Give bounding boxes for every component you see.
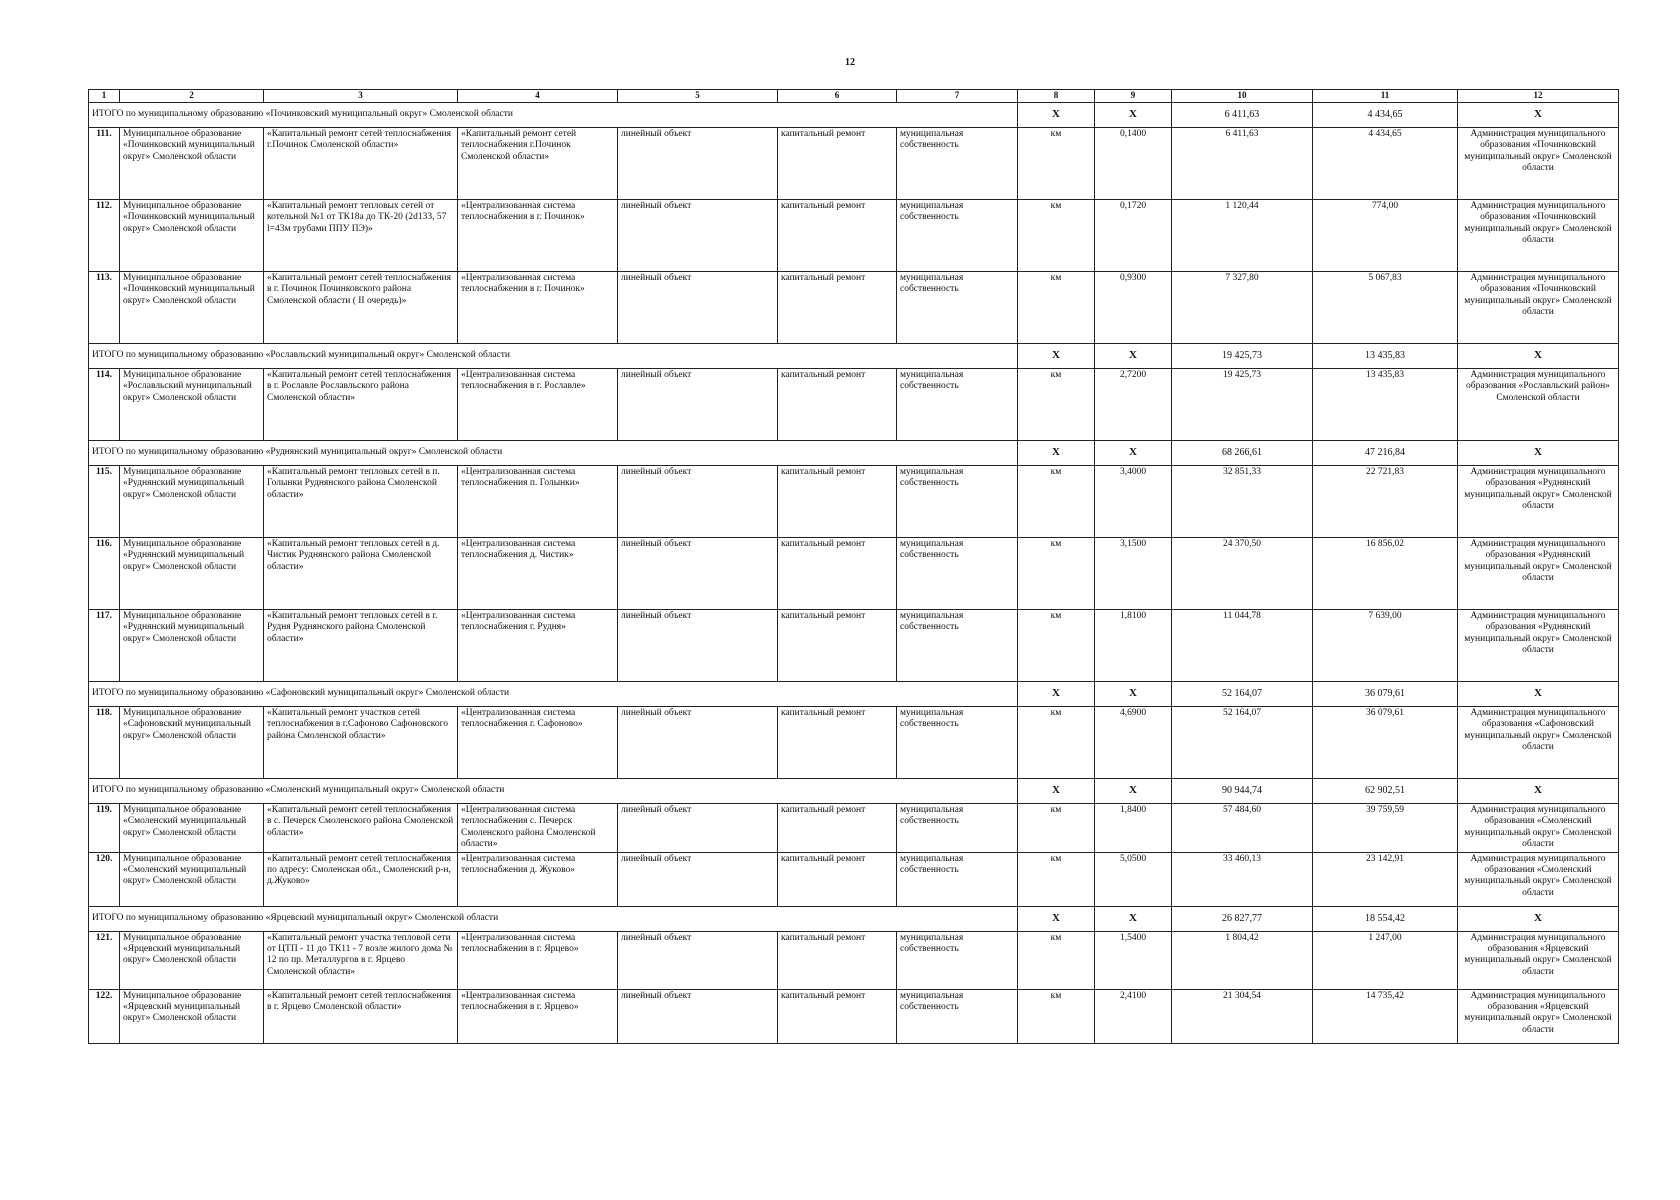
- cost-cell: 57 484,60: [1172, 804, 1313, 853]
- owner-cell: Муниципальное образование «Рославльский муниципальный округ» Смоленской области: [120, 369, 264, 441]
- total-label: ИТОГО по муниципальному образованию «Починковский муниципальный округ» Смоленской области: [89, 103, 1018, 128]
- work-name-cell: «Капитальный ремонт тепловых сетей в г. Рудня Руднянского района Смоленской области»: [264, 610, 458, 682]
- column-number: 10: [1172, 90, 1313, 103]
- table-row: [89, 128, 1619, 200]
- row-number: 119.: [89, 804, 120, 853]
- object-type-cell: линейный объект: [618, 707, 778, 779]
- work-name-cell: «Капитальный ремонт сетей теплоснабжения в г. Рославле Рославльского района Смоленской области»: [264, 369, 458, 441]
- repair-type-cell: капитальный ремонт: [778, 128, 897, 200]
- total-col11: 13 435,83: [1313, 344, 1458, 369]
- repair-type-cell: капитальный ремонт: [778, 931, 897, 989]
- funds-cell: 7 639,00: [1313, 610, 1458, 682]
- work-name-cell: «Капитальный ремонт участков сетей теплоснабжения в г.Сафоново Сафоновского района Смоленской области»: [264, 707, 458, 779]
- column-number: 1: [89, 90, 120, 103]
- work-name-cell: «Капитальный ремонт сетей теплоснабжения в г. Починок Починковского района Смоленской области ( II очередь)»: [264, 272, 458, 344]
- table-row: [89, 989, 1619, 1043]
- row-number: 116.: [89, 538, 120, 610]
- customer-cell: Администрация муниципального образования «Сафоновский муниципальный округ» Смоленской области: [1458, 707, 1619, 779]
- cost-cell: 1 804,42: [1172, 931, 1313, 989]
- funds-cell: 4 434,65: [1313, 128, 1458, 200]
- work-name-cell: «Капитальный ремонт сетей теплоснабжения в г. Ярцево Смоленской области»: [264, 989, 458, 1043]
- length-cell: 2,7200: [1095, 369, 1172, 441]
- object-type-cell: линейный объект: [618, 538, 778, 610]
- work-name-cell: «Капитальный ремонт участка тепловой сети от ЦТП - 11 до ТК11 - 7 возле жилого дома № 12 по пр. Металлургов в г. Ярцево Смоленской области»: [264, 931, 458, 989]
- cost-cell: 19 425,73: [1172, 369, 1313, 441]
- customer-cell: Администрация муниципального образования «Руднянский муниципальный округ» Смоленской области: [1458, 538, 1619, 610]
- cost-cell: 24 370,50: [1172, 538, 1313, 610]
- total-col10: 52 164,07: [1172, 682, 1313, 707]
- table-row: [89, 931, 1619, 989]
- total-col11: 47 216,84: [1313, 441, 1458, 466]
- customer-cell: Администрация муниципального образования «Починковский муниципальный округ» Смоленской области: [1458, 272, 1619, 344]
- total-col9: X: [1095, 441, 1172, 466]
- owner-cell: Муниципальное образование «Ярцевский муниципальный округ» Смоленской области: [120, 989, 264, 1043]
- total-row: [89, 906, 1619, 931]
- column-number: 3: [264, 90, 458, 103]
- table-row: [89, 272, 1619, 344]
- repair-type-cell: капитальный ремонт: [778, 852, 897, 906]
- work-name-cell: «Капитальный ремонт сетей теплоснабжения в с. Печерск Смоленского района Смоленской области»: [264, 804, 458, 853]
- object-type-cell: линейный объект: [618, 200, 778, 272]
- length-cell: 3,1500: [1095, 538, 1172, 610]
- total-col11: 18 554,42: [1313, 906, 1458, 931]
- cost-cell: 11 044,78: [1172, 610, 1313, 682]
- customer-cell: Администрация муниципального образования «Руднянский муниципальный округ» Смоленской области: [1458, 466, 1619, 538]
- customer-cell: Администрация муниципального образования «Ярцевский муниципальный округ» Смоленской области: [1458, 931, 1619, 989]
- column-number: 7: [897, 90, 1018, 103]
- total-col11: 4 434,65: [1313, 103, 1458, 128]
- column-number: 4: [458, 90, 618, 103]
- total-label: ИТОГО по муниципальному образованию «Рославльский муниципальный округ» Смоленской области: [89, 344, 1018, 369]
- repair-type-cell: капитальный ремонт: [778, 707, 897, 779]
- ownership-cell: муниципальная собственность: [897, 804, 1018, 853]
- row-number: 115.: [89, 466, 120, 538]
- ownership-cell: муниципальная собственность: [897, 707, 1018, 779]
- total-col9: X: [1095, 779, 1172, 804]
- column-number: 5: [618, 90, 778, 103]
- total-col8: X: [1018, 779, 1095, 804]
- total-col8: X: [1018, 441, 1095, 466]
- repair-type-cell: капитальный ремонт: [778, 466, 897, 538]
- unit-cell: км: [1018, 610, 1095, 682]
- total-col8: X: [1018, 103, 1095, 128]
- unit-cell: км: [1018, 272, 1095, 344]
- system-cell: «Централизованная система теплоснабжения с. Печерск Смоленского района Смоленской области»: [458, 804, 618, 853]
- row-number: 113.: [89, 272, 120, 344]
- customer-cell: Администрация муниципального образования «Смоленский муниципальный округ» Смоленской области: [1458, 852, 1619, 906]
- repair-type-cell: капитальный ремонт: [778, 369, 897, 441]
- table-row: [89, 466, 1619, 538]
- total-col10: 19 425,73: [1172, 344, 1313, 369]
- cost-cell: 52 164,07: [1172, 707, 1313, 779]
- length-cell: 0,1720: [1095, 200, 1172, 272]
- total-col10: 90 944,74: [1172, 779, 1313, 804]
- funds-cell: 13 435,83: [1313, 369, 1458, 441]
- length-cell: 1,5400: [1095, 931, 1172, 989]
- work-name-cell: «Капитальный ремонт тепловых сетей в п. Голынки Руднянского района Смоленской области»: [264, 466, 458, 538]
- system-cell: «Централизованная система теплоснабжения п. Голынки»: [458, 466, 618, 538]
- system-cell: «Централизованная система теплоснабжения в г. Починок»: [458, 272, 618, 344]
- total-col8: X: [1018, 682, 1095, 707]
- total-col9: X: [1095, 103, 1172, 128]
- object-type-cell: линейный объект: [618, 128, 778, 200]
- object-type-cell: линейный объект: [618, 369, 778, 441]
- table-row: [89, 369, 1619, 441]
- repair-type-cell: капитальный ремонт: [778, 989, 897, 1043]
- repair-type-cell: капитальный ремонт: [778, 200, 897, 272]
- row-number: 114.: [89, 369, 120, 441]
- system-cell: «Централизованная система теплоснабжения в г. Починок»: [458, 200, 618, 272]
- work-name-cell: «Капитальный ремонт тепловых сетей в д. Чистик Руднянского района Смоленской области»: [264, 538, 458, 610]
- funds-cell: 1 247,00: [1313, 931, 1458, 989]
- table-row: [89, 538, 1619, 610]
- column-number: 8: [1018, 90, 1095, 103]
- ownership-cell: муниципальная собственность: [897, 989, 1018, 1043]
- ownership-cell: муниципальная собственность: [897, 538, 1018, 610]
- page-number: 12: [845, 57, 855, 68]
- owner-cell: Муниципальное образование «Сафоновский муниципальный округ» Смоленской области: [120, 707, 264, 779]
- table-row: [89, 804, 1619, 853]
- funds-cell: 23 142,91: [1313, 852, 1458, 906]
- unit-cell: км: [1018, 707, 1095, 779]
- total-col12: X: [1458, 344, 1619, 369]
- unit-cell: км: [1018, 931, 1095, 989]
- owner-cell: Муниципальное образование «Смоленский муниципальный округ» Смоленской области: [120, 852, 264, 906]
- owner-cell: Муниципальное образование «Ярцевский муниципальный округ» Смоленской области: [120, 931, 264, 989]
- object-type-cell: линейный объект: [618, 931, 778, 989]
- owner-cell: Муниципальное образование «Починковский муниципальный округ» Смоленской области: [120, 272, 264, 344]
- length-cell: 0,9300: [1095, 272, 1172, 344]
- total-row: [89, 441, 1619, 466]
- object-type-cell: линейный объект: [618, 466, 778, 538]
- unit-cell: км: [1018, 369, 1095, 441]
- funds-cell: 16 856,02: [1313, 538, 1458, 610]
- customer-cell: Администрация муниципального образования «Руднянский муниципальный округ» Смоленской области: [1458, 610, 1619, 682]
- total-col9: X: [1095, 344, 1172, 369]
- customer-cell: Администрация муниципального образования «Починковский муниципальный округ» Смоленской области: [1458, 200, 1619, 272]
- funds-cell: 36 079,61: [1313, 707, 1458, 779]
- total-row: [89, 779, 1619, 804]
- register-table: [88, 89, 1619, 1044]
- customer-cell: Администрация муниципального образования «Рославльский район» Смоленской области: [1458, 369, 1619, 441]
- row-number: 120.: [89, 852, 120, 906]
- column-number: 2: [120, 90, 264, 103]
- ownership-cell: муниципальная собственность: [897, 466, 1018, 538]
- total-col12: X: [1458, 441, 1619, 466]
- funds-cell: 774,00: [1313, 200, 1458, 272]
- total-label: ИТОГО по муниципальному образованию «Сафоновский муниципальный округ» Смоленской области: [89, 682, 1018, 707]
- system-cell: «Централизованная система теплоснабжения д. Жуково»: [458, 852, 618, 906]
- system-cell: «Централизованная система теплоснабжения в г. Ярцево»: [458, 931, 618, 989]
- object-type-cell: линейный объект: [618, 804, 778, 853]
- column-number: 9: [1095, 90, 1172, 103]
- length-cell: 3,4000: [1095, 466, 1172, 538]
- total-col10: 26 827,77: [1172, 906, 1313, 931]
- table-row: [89, 610, 1619, 682]
- work-name-cell: «Капитальный ремонт сетей теплоснабжения по адресу: Смоленская обл., Смоленский р-н, д.Жуково»: [264, 852, 458, 906]
- length-cell: 1,8400: [1095, 804, 1172, 853]
- total-col8: X: [1018, 906, 1095, 931]
- length-cell: 2,4100: [1095, 989, 1172, 1043]
- object-type-cell: линейный объект: [618, 989, 778, 1043]
- funds-cell: 22 721,83: [1313, 466, 1458, 538]
- column-number-row: [89, 90, 1619, 103]
- column-number: 6: [778, 90, 897, 103]
- total-col9: X: [1095, 906, 1172, 931]
- customer-cell: Администрация муниципального образования «Ярцевский муниципальный округ» Смоленской области: [1458, 989, 1619, 1043]
- cost-cell: 6 411,63: [1172, 128, 1313, 200]
- total-col12: X: [1458, 906, 1619, 931]
- system-cell: «Централизованная система теплоснабжения г. Сафоново»: [458, 707, 618, 779]
- system-cell: «Централизованная система теплоснабжения д. Чистик»: [458, 538, 618, 610]
- ownership-cell: муниципальная собственность: [897, 128, 1018, 200]
- row-number: 117.: [89, 610, 120, 682]
- object-type-cell: линейный объект: [618, 272, 778, 344]
- table-row: [89, 707, 1619, 779]
- row-number: 118.: [89, 707, 120, 779]
- unit-cell: км: [1018, 538, 1095, 610]
- unit-cell: км: [1018, 989, 1095, 1043]
- row-number: 122.: [89, 989, 120, 1043]
- table-row: [89, 852, 1619, 906]
- total-col12: X: [1458, 779, 1619, 804]
- total-col10: 6 411,63: [1172, 103, 1313, 128]
- total-col11: 36 079,61: [1313, 682, 1458, 707]
- owner-cell: Муниципальное образование «Смоленский муниципальный округ» Смоленской области: [120, 804, 264, 853]
- total-label: ИТОГО по муниципальному образованию «Смоленский муниципальный округ» Смоленской области: [89, 779, 1018, 804]
- repair-type-cell: капитальный ремонт: [778, 538, 897, 610]
- ownership-cell: муниципальная собственность: [897, 931, 1018, 989]
- ownership-cell: муниципальная собственность: [897, 369, 1018, 441]
- row-number: 112.: [89, 200, 120, 272]
- customer-cell: Администрация муниципального образования «Смоленский муниципальный округ» Смоленской области: [1458, 804, 1619, 853]
- cost-cell: 7 327,80: [1172, 272, 1313, 344]
- work-name-cell: «Капитальный ремонт сетей теплоснабжения г.Починок Смоленской области»: [264, 128, 458, 200]
- owner-cell: Муниципальное образование «Руднянский муниципальный округ» Смоленской области: [120, 538, 264, 610]
- owner-cell: Муниципальное образование «Починковский муниципальный округ» Смоленской области: [120, 128, 264, 200]
- customer-cell: Администрация муниципального образования «Починковский муниципальный округ» Смоленской области: [1458, 128, 1619, 200]
- length-cell: 1,8100: [1095, 610, 1172, 682]
- table-body: [89, 90, 1619, 1044]
- cost-cell: 1 120,44: [1172, 200, 1313, 272]
- cost-cell: 21 304,54: [1172, 989, 1313, 1043]
- unit-cell: км: [1018, 128, 1095, 200]
- ownership-cell: муниципальная собственность: [897, 610, 1018, 682]
- total-col10: 68 266,61: [1172, 441, 1313, 466]
- ownership-cell: муниципальная собственность: [897, 200, 1018, 272]
- total-col12: X: [1458, 103, 1619, 128]
- owner-cell: Муниципальное образование «Руднянский муниципальный округ» Смоленской области: [120, 466, 264, 538]
- column-number: 12: [1458, 90, 1619, 103]
- length-cell: 4,6900: [1095, 707, 1172, 779]
- total-row: [89, 344, 1619, 369]
- object-type-cell: линейный объект: [618, 852, 778, 906]
- repair-type-cell: капитальный ремонт: [778, 804, 897, 853]
- unit-cell: км: [1018, 804, 1095, 853]
- total-row: [89, 103, 1619, 128]
- owner-cell: Муниципальное образование «Починковский муниципальный округ» Смоленской области: [120, 200, 264, 272]
- total-label: ИТОГО по муниципальному образованию «Ярцевский муниципальный округ» Смоленской области: [89, 906, 1018, 931]
- repair-type-cell: капитальный ремонт: [778, 610, 897, 682]
- system-cell: «Централизованная система теплоснабжения г. Рудня»: [458, 610, 618, 682]
- row-number: 121.: [89, 931, 120, 989]
- funds-cell: 39 759,59: [1313, 804, 1458, 853]
- repair-type-cell: капитальный ремонт: [778, 272, 897, 344]
- total-row: [89, 682, 1619, 707]
- owner-cell: Муниципальное образование «Руднянский муниципальный округ» Смоленской области: [120, 610, 264, 682]
- length-cell: 5,0500: [1095, 852, 1172, 906]
- object-type-cell: линейный объект: [618, 610, 778, 682]
- ownership-cell: муниципальная собственность: [897, 272, 1018, 344]
- funds-cell: 5 067,83: [1313, 272, 1458, 344]
- total-col8: X: [1018, 344, 1095, 369]
- cost-cell: 32 851,33: [1172, 466, 1313, 538]
- total-col11: 62 902,51: [1313, 779, 1458, 804]
- column-number: 11: [1313, 90, 1458, 103]
- funds-cell: 14 735,42: [1313, 989, 1458, 1043]
- unit-cell: км: [1018, 200, 1095, 272]
- row-number: 111.: [89, 128, 120, 200]
- unit-cell: км: [1018, 466, 1095, 538]
- total-label: ИТОГО по муниципальному образованию «Руднянский муниципальный округ» Смоленской области: [89, 441, 1018, 466]
- system-cell: «Централизованная система теплоснабжения в г. Ярцево»: [458, 989, 618, 1043]
- total-col12: X: [1458, 682, 1619, 707]
- table-row: [89, 200, 1619, 272]
- unit-cell: км: [1018, 852, 1095, 906]
- length-cell: 0,1400: [1095, 128, 1172, 200]
- system-cell: «Централизованная система теплоснабжения в г. Рославле»: [458, 369, 618, 441]
- system-cell: «Капитальный ремонт сетей теплоснабжения г.Починок Смоленской области»: [458, 128, 618, 200]
- cost-cell: 33 460,13: [1172, 852, 1313, 906]
- ownership-cell: муниципальная собственность: [897, 852, 1018, 906]
- total-col9: X: [1095, 682, 1172, 707]
- work-name-cell: «Капитальный ремонт тепловых сетей от котельной №1 от ТК18а до ТК-20 (2d133, 57 l=43м трубами ППУ ПЭ)»: [264, 200, 458, 272]
